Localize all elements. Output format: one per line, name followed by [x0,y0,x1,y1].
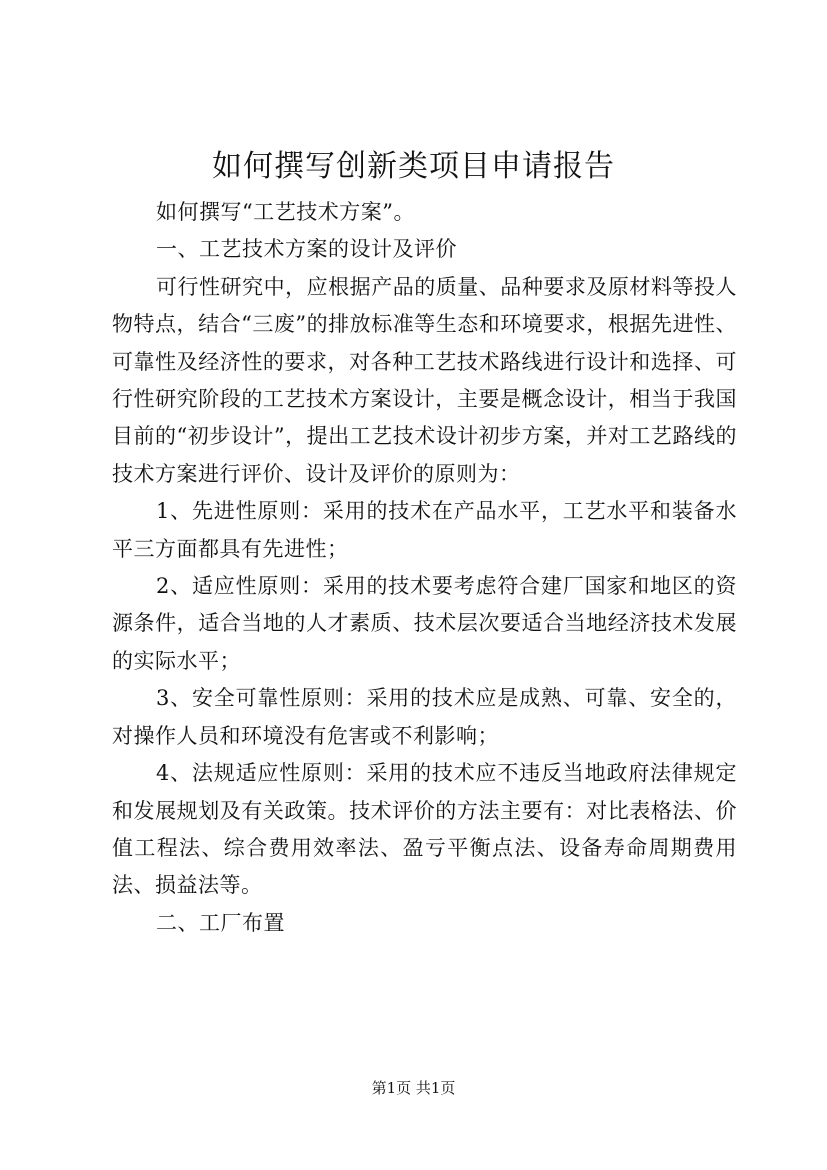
principle-1: 1、先进性原则：采用的技术在产品水平，工艺水平和装备水平三方面都具有先进性； [112,499,737,561]
principle-3: 3、安全可靠性原则：采用的技术应是成熟、可靠、安全的，对操作人员和环境没有危害或不利影响； [112,686,737,748]
section-heading-2: 二、工厂布置 [156,910,285,935]
section-heading-1: 一、工艺技术方案的设计及评价 [156,237,457,262]
document-title: 如何撰写创新类项目申请报告 [212,149,615,184]
principle-2: 2、适应性原则：采用的技术要考虑符合建厂国家和地区的资源条件，适合当地的人才素质、技术层次要适合当地经济技术发展的实际水平； [112,574,737,673]
document-body [112,194,737,942]
paragraph-feasibility: 可行性研究中，应根据产品的质量、品种要求及原材料等投人物特点，结合“三废”的排放标准等生态和环境要求，根据先进性、可靠性及经济性的要求，对各种工艺技术路线进行设计和选择、可行性研究阶段的工艺技术方案设计，主要是概念设计，相当于我国目前的“初步设计”，提出工艺技术设计初步方案，并对工艺路线的技术方案进行评价、设计及评价的原则为： [112,274,737,486]
principle-4: 4、法规适应性原则：采用的技术应不违反当地政府法律规定和发展规划及有关政策。技术评价的方法主要有：对比表格法、价值工程法、综合费用效率法、盈亏平衡点法、设备寿命周期费用法、损益法等。 [112,761,737,898]
page-footer: 第1页 共1页 [371,1079,456,1097]
paragraph-intro: 如何撰写“工艺技术方案”。 [156,200,415,224]
